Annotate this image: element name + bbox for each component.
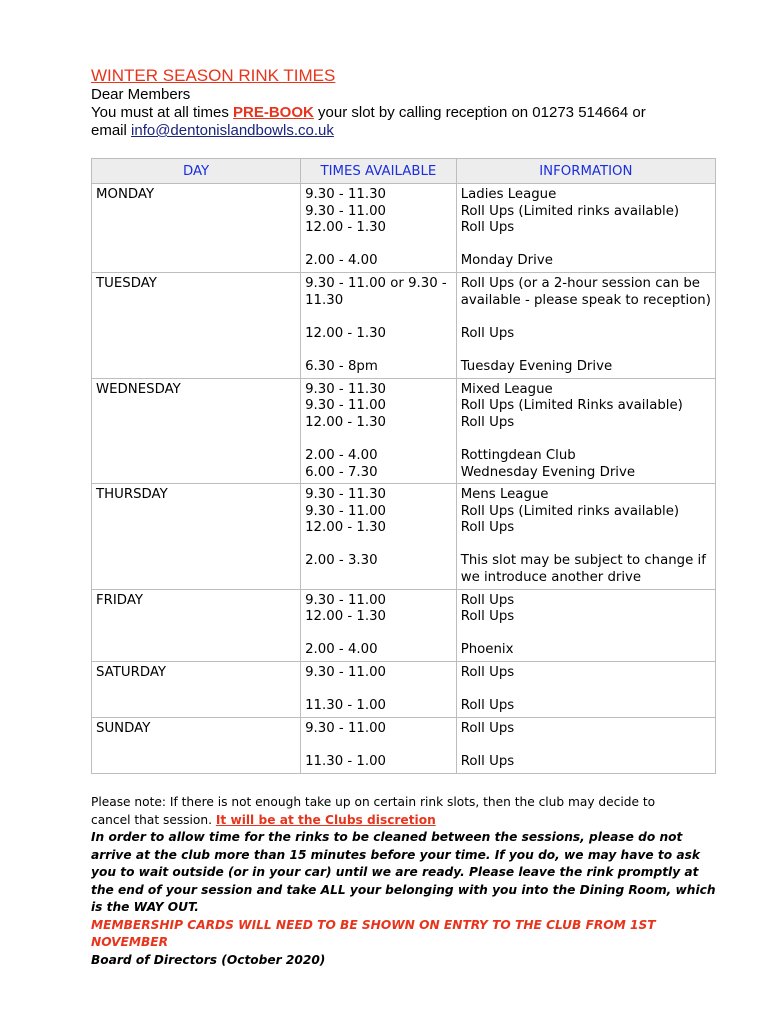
info-cell: [456, 484, 715, 590]
time-slot: 6.30 - 8pm: [305, 358, 378, 374]
day-label: WEDNESDAY: [96, 381, 181, 397]
info-line: Roll Ups: [460, 520, 515, 536]
info-line: Roll Ups: [460, 592, 515, 608]
info-line: [461, 309, 711, 326]
info-cell: [456, 272, 715, 378]
info-line: [461, 537, 711, 554]
times-cell: [301, 589, 457, 661]
day-cell: [92, 589, 301, 661]
table-row: [92, 184, 716, 273]
day-label: SATURDAY: [96, 665, 167, 681]
time-slot: [305, 626, 452, 643]
times-cell: [301, 484, 457, 590]
table-row: [92, 662, 716, 718]
info-line: Roll Ups (Limited rinks available): [460, 503, 680, 519]
info-line: [461, 431, 711, 448]
times-cell: [301, 272, 457, 378]
time-slot: 9.30 - 11.00: [305, 665, 387, 681]
day-cell: [92, 378, 301, 484]
time-slot: 12.00 - 1.30: [305, 414, 387, 430]
table-row: [92, 272, 716, 378]
info-line: we introduce another drive: [460, 570, 642, 586]
info-line: This slot may be subject to change if: [460, 553, 706, 569]
info-line: available - please speak to reception): [460, 292, 711, 308]
table-row: [92, 378, 716, 484]
info-line: Ladies League: [460, 187, 557, 202]
info-line: [461, 342, 711, 359]
info-line: Roll Ups: [460, 665, 515, 681]
day-label: SUNDAY: [96, 720, 151, 736]
please-note-text: cancel that session.: [91, 812, 216, 827]
document-page: [91, 66, 716, 967]
times-cell: [301, 717, 457, 773]
time-slot: [305, 682, 452, 699]
info-line: Roll Ups: [460, 325, 515, 341]
time-slot: 12.00 - 1.30: [305, 220, 387, 236]
time-slot: 2.00 - 4.00: [305, 447, 378, 463]
time-slot: 9.30 - 11.00: [305, 503, 387, 519]
info-line: Roll Ups: [460, 609, 515, 625]
info-line: [461, 237, 711, 254]
page-title: WINTER SEASON RINK TIMES: [91, 66, 336, 85]
time-slot: [305, 309, 452, 326]
notes-section: [91, 794, 716, 969]
time-slot: 2.00 - 3.30: [305, 553, 378, 569]
header-times: TIMES AVAILABLE: [301, 159, 457, 184]
membership-notice: MEMBERSHIP CARDS WILL NEED TO BE SHOWN ON ENTRY TO THE CLUB FROM 1ST: [91, 917, 656, 932]
info-line: Roll Ups: [460, 754, 515, 769]
day-cell: [92, 662, 301, 718]
day-label: FRIDAY: [96, 592, 143, 608]
intro-text-after: your slot by calling reception on 01273 514664 or: [313, 104, 646, 121]
day-label: THURSDAY: [96, 487, 168, 503]
email-link[interactable]: info@dentonislandbowls.co.uk: [131, 122, 334, 139]
rink-times-table: [91, 158, 716, 774]
info-line: Wednesday Evening Drive: [460, 464, 636, 480]
info-line: Rottingdean Club: [460, 447, 576, 463]
instruction-line: the end of your session and take ALL your belonging with you into the Dining Room, which: [91, 882, 716, 897]
info-line: Monday Drive: [460, 253, 553, 269]
time-slot: 9.30 - 11.30: [305, 487, 387, 503]
time-slot: [305, 431, 452, 448]
day-cell: [92, 272, 301, 378]
header-information: INFORMATION: [456, 159, 715, 184]
time-slot: 9.30 - 11.00 or 9.30 -: [305, 275, 447, 291]
header-day: DAY: [92, 159, 301, 184]
table-row: [92, 717, 716, 773]
info-line: [461, 737, 711, 754]
info-line: Roll Ups: [460, 720, 515, 736]
info-line: Tuesday Evening Drive: [460, 358, 613, 374]
time-slot: 2.00 - 4.00: [305, 253, 378, 269]
info-line: [461, 626, 711, 643]
times-cell: [301, 184, 457, 273]
info-line: Roll Ups (Limited Rinks available): [460, 398, 683, 414]
time-slot: 11.30 - 1.00: [305, 698, 387, 714]
info-cell: [456, 717, 715, 773]
greeting: Dear Members: [91, 86, 191, 103]
please-note-line-1: Please note: If there is not enough take up on certain rink slots, then the club may decide to: [91, 795, 656, 809]
info-line: Roll Ups: [460, 414, 515, 430]
info-cell: [456, 378, 715, 484]
prebook-emphasis: PRE-BOOK: [233, 104, 314, 121]
table-header-row: [92, 159, 716, 184]
info-line: Roll Ups: [460, 698, 515, 714]
time-slot: 11.30 - 1.00: [305, 754, 387, 769]
day-cell: [92, 717, 301, 773]
time-slot: [305, 342, 452, 359]
intro-text-before: You must at all times: [91, 104, 234, 121]
time-slot: 2.00 - 4.00: [305, 642, 378, 658]
clubs-discretion: It will be at the Clubs discretion: [215, 812, 436, 827]
time-slot: [305, 237, 452, 254]
time-slot: 6.00 - 7.30: [305, 464, 378, 480]
time-slot: 9.30 - 11.00: [305, 720, 387, 736]
time-slot: 9.30 - 11.30: [305, 381, 387, 397]
time-slot: 11.30: [305, 292, 344, 308]
info-line: Phoenix: [460, 642, 514, 658]
table-row: [92, 484, 716, 590]
time-slot: 9.30 - 11.00: [305, 203, 387, 219]
info-cell: [456, 184, 715, 273]
instruction-line: you to wait outside (or in your car) until we are ready. Please leave the rink promptly at: [91, 865, 699, 879]
info-cell: [456, 589, 715, 661]
time-slot: [305, 737, 452, 754]
day-cell: [92, 484, 301, 590]
times-cell: [301, 378, 457, 484]
intro-line-1: [91, 104, 716, 122]
time-slot: 12.00 - 1.30: [305, 325, 387, 341]
day-label: MONDAY: [96, 187, 155, 202]
time-slot: 9.30 - 11.00: [305, 592, 387, 608]
intro-line-2: [91, 122, 716, 140]
time-slot: 9.30 - 11.30: [305, 187, 387, 202]
info-line: Mixed League: [460, 381, 553, 397]
membership-notice: NOVEMBER: [91, 935, 169, 949]
times-cell: [301, 662, 457, 718]
info-line: Roll Ups: [460, 220, 515, 236]
email-prefix: email: [91, 122, 132, 139]
info-line: [461, 682, 711, 699]
info-line: Roll Ups (or a 2-hour session can be: [460, 275, 700, 291]
time-slot: 12.00 - 1.30: [305, 520, 387, 536]
please-note-line-2: [91, 812, 716, 830]
instruction-line: In order to allow time for the rinks to be cleaned between the sessions, please do not: [91, 830, 683, 844]
time-slot: 12.00 - 1.30: [305, 609, 387, 625]
day-cell: [92, 184, 301, 273]
signature: Board of Directors (October 2020): [91, 952, 326, 967]
table-body: [92, 184, 716, 774]
info-line: Roll Ups (Limited rinks available): [460, 203, 680, 219]
time-slot: 9.30 - 11.00: [305, 398, 387, 414]
instruction-line: is the WAY OUT.: [91, 900, 199, 914]
time-slot: [305, 537, 452, 554]
info-cell: [456, 662, 715, 718]
instruction-line: arrive at the club more than 15 minutes before your time. If you do, we may have to ask: [91, 847, 700, 862]
table-row: [92, 589, 716, 661]
info-line: Mens League: [460, 487, 549, 503]
day-label: TUESDAY: [96, 275, 157, 291]
